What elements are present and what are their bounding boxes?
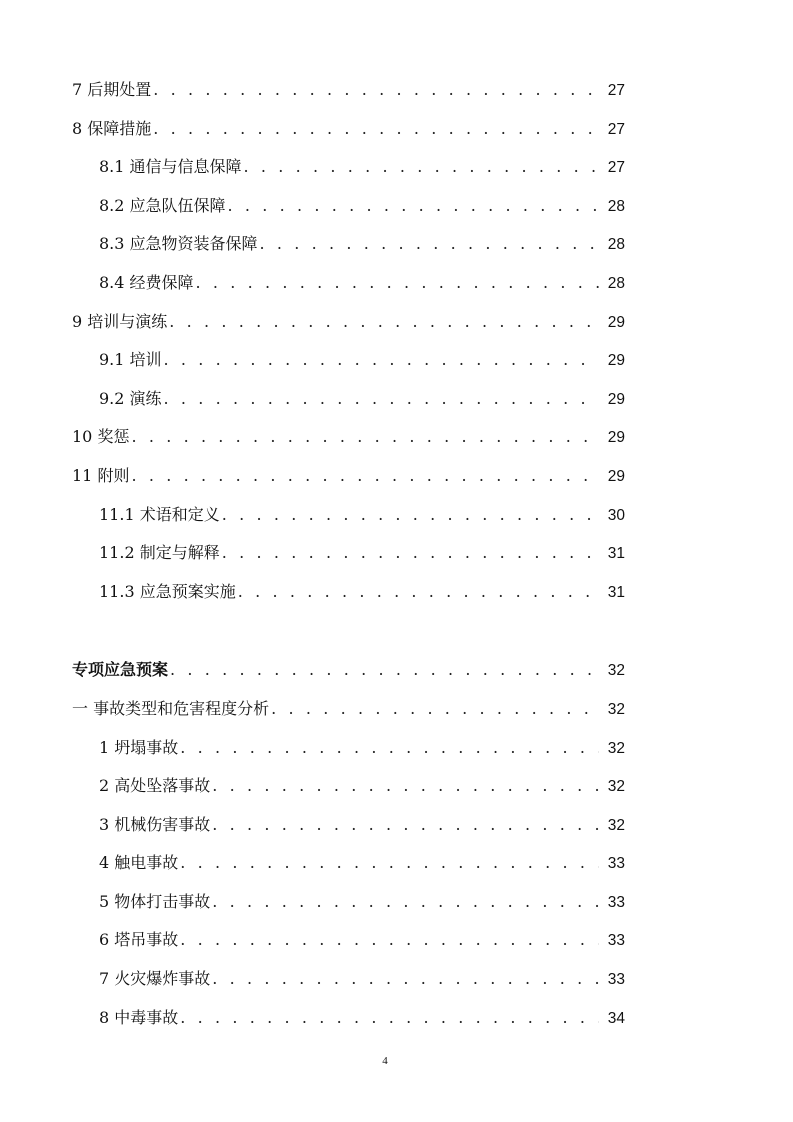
dot-leader: [220, 496, 599, 535]
toc-entry-title: 1 坍塌事故: [99, 737, 179, 757]
toc-entry-title: 8.3 应急物资装备保障: [99, 234, 258, 254]
section-gap: [72, 611, 625, 651]
toc-entry-title: 3 机械伤害事故: [99, 814, 211, 834]
toc-entry[interactable]: [72, 418, 625, 457]
toc-entry-page-number: 32: [607, 739, 625, 757]
toc-entry[interactable]: [72, 806, 625, 845]
dot-leader: [258, 225, 599, 264]
toc-entry-page-number: 29: [607, 313, 625, 331]
dot-leader: [236, 573, 599, 612]
toc-entry-title: 9.1 培训: [99, 350, 162, 370]
toc-entry-page-number: 27: [607, 159, 625, 177]
dot-leader: [210, 806, 599, 845]
dot-leader: [178, 844, 599, 883]
toc-entry[interactable]: [72, 844, 625, 883]
toc-entry-title: 9 培训与演练: [72, 311, 168, 331]
dot-leader: [129, 457, 599, 496]
toc-entry-page-number: 27: [607, 120, 625, 138]
toc-entry[interactable]: [72, 71, 625, 110]
dot-leader: [210, 767, 599, 806]
toc-entry-title: 7 后期处置: [72, 80, 152, 99]
table-of-contents: [72, 71, 625, 1037]
toc-entry-page-number: 33: [607, 971, 625, 989]
toc-entry-title: 7 火灾爆炸事故: [99, 969, 211, 989]
toc-entry-page-number: 33: [607, 932, 625, 950]
toc-entry-title: 11.3 应急预案实施: [99, 581, 236, 601]
dot-leader: [210, 960, 599, 999]
toc-entry[interactable]: [72, 264, 625, 303]
toc-entry[interactable]: [72, 651, 625, 690]
toc-entry-page-number: 29: [607, 467, 625, 485]
dot-leader: [129, 418, 599, 457]
toc-entry-title: 5 物体打击事故: [99, 891, 211, 911]
toc-section-general: [72, 71, 625, 611]
toc-entry-title: 11.1 术语和定义: [99, 504, 220, 524]
toc-entry[interactable]: [72, 225, 625, 264]
dot-leader: [162, 341, 599, 380]
toc-entry-title: 9.2 演练: [99, 388, 162, 408]
toc-entry[interactable]: [72, 187, 625, 226]
toc-entry[interactable]: [72, 496, 625, 535]
toc-entry[interactable]: [72, 110, 625, 149]
dot-leader: [226, 187, 599, 226]
toc-entry-page-number: 27: [607, 82, 625, 99]
toc-entry[interactable]: [72, 573, 625, 612]
toc-entry-title: 6 塔吊事故: [99, 930, 179, 950]
toc-entry-title: 8 中毒事故: [99, 1007, 179, 1027]
toc-section-special-plans: [72, 651, 625, 1037]
toc-entry[interactable]: [72, 148, 625, 187]
toc-entry-page-number: 32: [607, 662, 625, 680]
dot-leader: [178, 729, 599, 768]
toc-entry-page-number: 32: [607, 778, 625, 796]
toc-entry[interactable]: [72, 341, 625, 380]
dot-leader: [210, 883, 599, 922]
dot-leader: [167, 303, 599, 342]
dot-leader: [220, 534, 599, 573]
toc-entry-page-number: 28: [607, 274, 625, 292]
toc-entry-page-number: 33: [607, 855, 625, 873]
dot-leader: [242, 148, 599, 187]
toc-entry-page-number: 31: [607, 583, 625, 601]
toc-entry-title: 8.2 应急队伍保障: [99, 195, 226, 215]
toc-entry-title: 2 高处坠落事故: [99, 776, 211, 796]
toc-entry[interactable]: [72, 960, 625, 999]
toc-entry-page-number: 32: [607, 700, 625, 718]
dot-leader: [168, 651, 599, 690]
toc-entry-page-number: 32: [607, 816, 625, 834]
toc-entry[interactable]: [72, 921, 625, 960]
toc-entry-title: 一 事故类型和危害程度分析: [72, 698, 270, 718]
toc-entry-title: 11 附则: [72, 465, 130, 485]
dot-leader: [269, 690, 599, 729]
toc-entry-page-number: 28: [607, 197, 625, 215]
dot-leader: [178, 999, 599, 1038]
toc-entry[interactable]: [72, 303, 625, 342]
toc-entry-title: 11.2 制定与解释: [99, 543, 220, 563]
toc-entry[interactable]: [72, 534, 625, 573]
toc-entry[interactable]: [72, 690, 625, 729]
toc-entry-title: 4 触电事故: [99, 853, 179, 873]
toc-entry-title: 8.4 经费保障: [99, 272, 194, 292]
toc-entry-title: 8.1 通信与信息保障: [99, 157, 242, 177]
toc-entry[interactable]: [72, 767, 625, 806]
page-number: 4: [382, 1055, 388, 1067]
toc-entry[interactable]: [72, 729, 625, 768]
toc-entry-page-number: 29: [607, 429, 625, 447]
dot-leader: [178, 921, 599, 960]
toc-entry-page-number: 28: [607, 236, 625, 254]
toc-entry-title: 专项应急预案: [72, 660, 169, 680]
toc-entry-page-number: 31: [607, 545, 625, 563]
toc-entry[interactable]: [72, 457, 625, 496]
dot-leader: [194, 264, 599, 303]
dot-leader: [162, 380, 599, 419]
toc-entry[interactable]: [72, 883, 625, 922]
toc-entry-title: 10 奖惩: [72, 427, 130, 447]
toc-entry[interactable]: [72, 999, 625, 1038]
toc-entry-page-number: 30: [607, 506, 625, 524]
dot-leader: [151, 110, 599, 149]
toc-entry-page-number: 34: [607, 1009, 625, 1027]
toc-entry-page-number: 29: [607, 352, 625, 370]
toc-entry-page-number: 29: [607, 390, 625, 408]
toc-entry[interactable]: [72, 380, 625, 419]
toc-entry-page-number: 33: [607, 893, 625, 911]
toc-entry-title: 8 保障措施: [72, 118, 152, 138]
dot-leader: [151, 71, 599, 110]
